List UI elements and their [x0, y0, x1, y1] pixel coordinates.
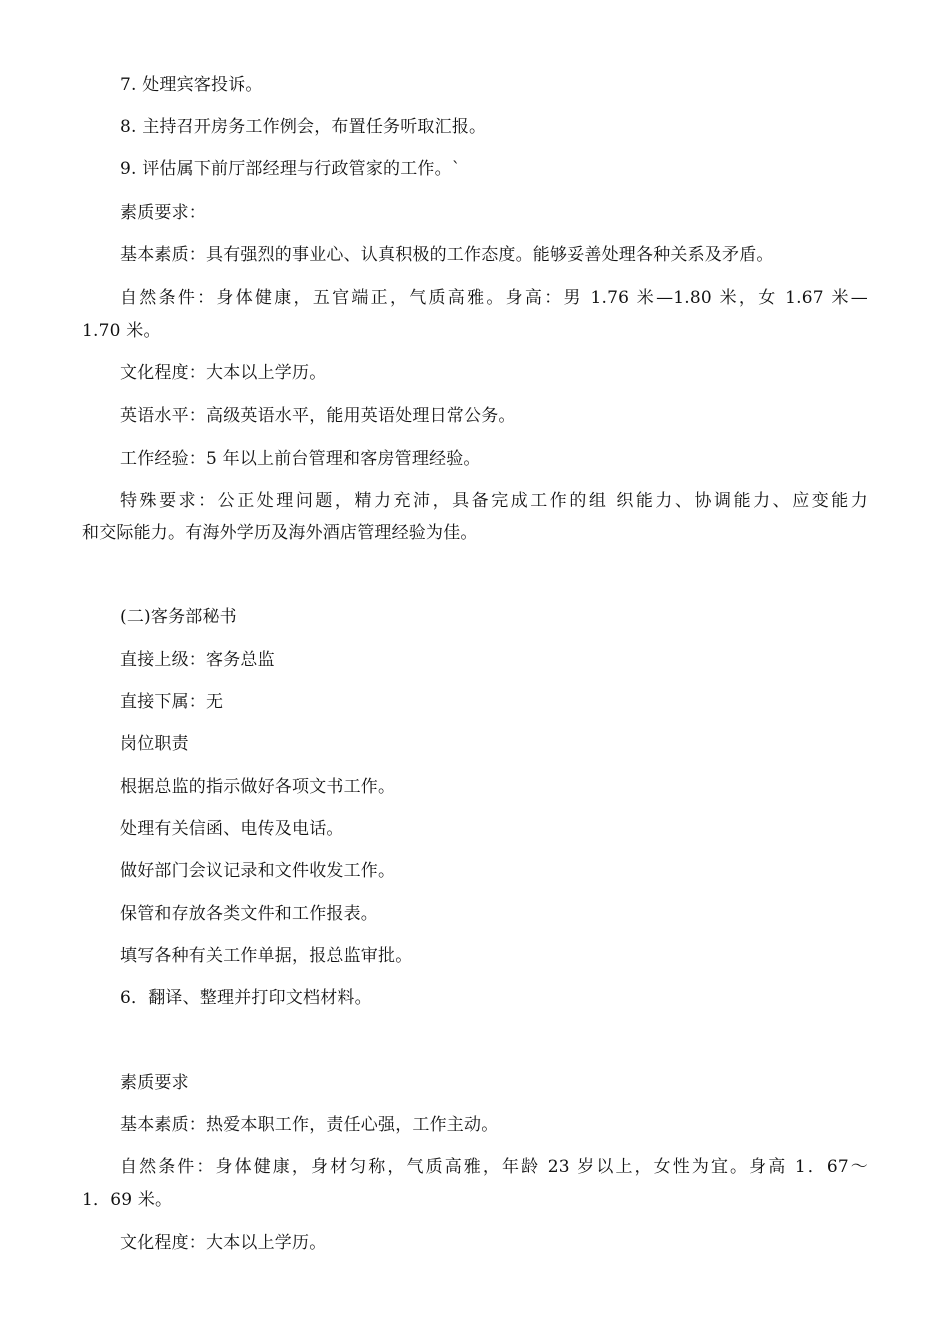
- duty-item-8: 8. 主持召开房务工作例会，布置任务听取汇报。: [120, 117, 487, 137]
- english-level: 英语水平：高级英语水平，能用英语处理日常公务。: [120, 406, 516, 426]
- natural-conditions-line2: 1.70 米。: [82, 321, 161, 341]
- special-requirements-line1: 特殊要求：公正处理问题，精力充沛，具备完成工作的组 织能力、协调能力、应变能力: [120, 491, 868, 511]
- work-experience: 工作经验：5 年以上前台管理和客房管理经验。: [120, 449, 481, 469]
- duty-item-9: 9. 评估属下前厅部经理与行政管家的工作。`: [120, 159, 461, 179]
- duty-item: 处理有关信函、电传及电话。: [120, 819, 344, 839]
- section-title: (二)客务部秘书: [120, 607, 237, 627]
- duty-item: 做好部门会议记录和文件收发工作。: [120, 861, 396, 881]
- quality-heading: 素质要求: [120, 1073, 189, 1093]
- duty-item: 根据总监的指示做好各项文书工作。: [120, 777, 396, 797]
- duty-item: 填写各种有关工作单据，报总监审批。: [120, 946, 413, 966]
- natural-conditions-line1: 自然条件：身体健康，身材匀称，气质高雅，年龄 23 岁以上，女性为宜。身高 1．67～: [120, 1157, 868, 1177]
- duty-item: 保管和存放各类文件和工作报表。: [120, 904, 378, 924]
- special-requirements-line2: 和交际能力。有海外学历及海外酒店管理经验为佳。: [82, 523, 478, 543]
- duties-heading: 岗位职责: [120, 734, 189, 754]
- natural-conditions-line1: 自然条件：身体健康，五官端正，气质高雅。身高：男 1.76 米—1.80 米，女 1.67 米—: [120, 288, 868, 308]
- education-level: 文化程度：大本以上学历。: [120, 1233, 327, 1253]
- basic-quality: 基本素质：具有强烈的事业心、认真积极的工作态度。能够妥善处理各种关系及矛盾。: [120, 245, 774, 265]
- duty-item-7: 7. 处理宾客投诉。: [120, 75, 263, 95]
- duty-item: 6．翻译、整理并打印文档材料。: [120, 988, 372, 1008]
- natural-conditions-line2: 1．69 米。: [82, 1190, 173, 1210]
- quality-heading: 素质要求：: [120, 203, 206, 223]
- education-level: 文化程度：大本以上学历。: [120, 363, 327, 383]
- direct-superior: 直接上级：客务总监: [120, 650, 275, 670]
- direct-subordinate: 直接下属：无: [120, 692, 224, 712]
- basic-quality: 基本素质：热爱本职工作，责任心强，工作主动。: [120, 1115, 499, 1135]
